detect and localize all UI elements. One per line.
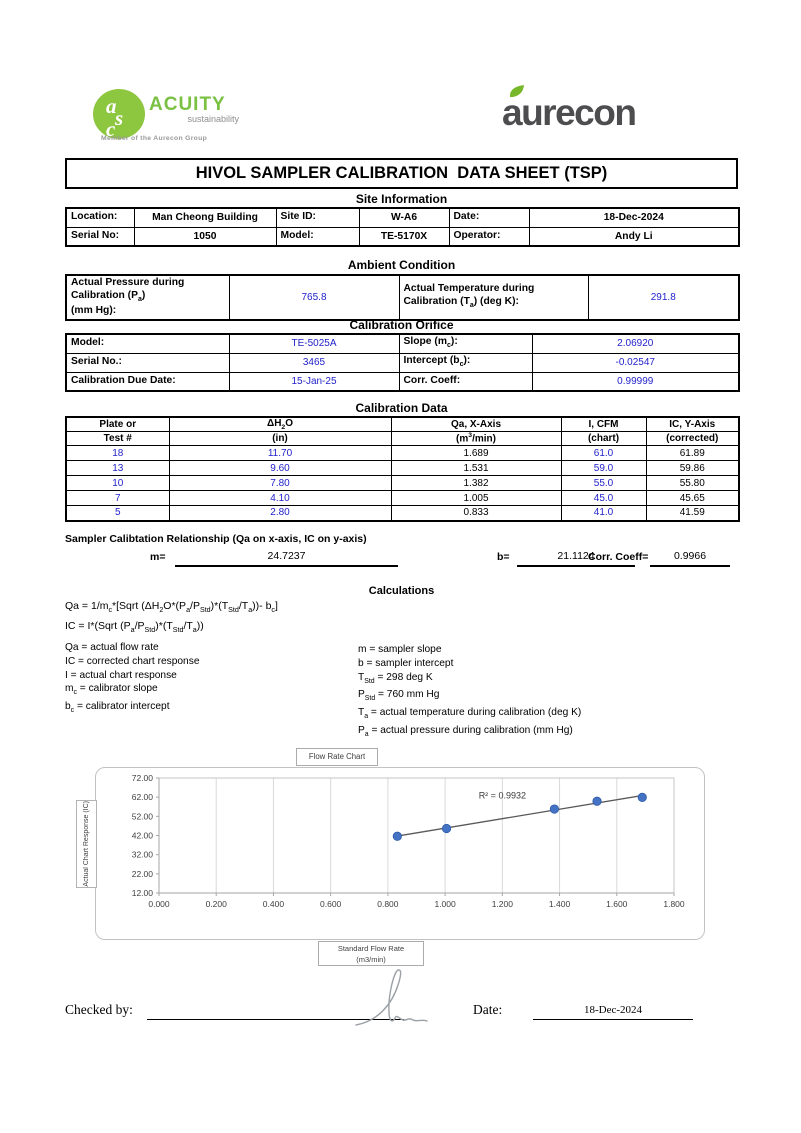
table-row bbox=[66, 334, 739, 353]
relationship-heading: Sampler Calibtation Relationship (Qa on x-axis, IC on y-axis) bbox=[65, 533, 367, 545]
due-date-value: 15-Jan-25 bbox=[229, 372, 399, 391]
acuity-wordmark: ACUITY bbox=[149, 94, 226, 115]
calibration-orifice-table bbox=[65, 333, 740, 392]
location-value: Man Cheong Building bbox=[134, 208, 276, 227]
column-header-unit: (chart) bbox=[561, 432, 646, 446]
acuity-logo bbox=[93, 86, 253, 146]
calibration-data-cell: 55.0 bbox=[561, 476, 646, 491]
orifice-serial-value: 3465 bbox=[229, 353, 399, 372]
y-tick-label: 42.00 bbox=[131, 830, 153, 841]
formula-ic: IC = I*(Sqrt $(P_a/P_{Std})*(T_{Std}/T_a)$) bbox=[65, 619, 204, 634]
definition-line: $m_c$ = calibrator slope bbox=[65, 683, 158, 697]
trendline bbox=[397, 795, 642, 836]
calibration-data-cell: 41.0 bbox=[561, 506, 646, 521]
calibration-data-cell: 10 bbox=[66, 476, 169, 491]
column-header-unit: $(m^3/\min)$ bbox=[391, 432, 561, 446]
document-title: HIVOL SAMPLER CALIBRATION DATA SHEET (TSP) bbox=[65, 158, 738, 189]
definition-line: IC = corrected chart response bbox=[65, 655, 200, 667]
svg-text:c: c bbox=[106, 117, 116, 140]
calibration-data-cell: 2.80 bbox=[169, 506, 391, 521]
model-label: Model: bbox=[276, 227, 359, 246]
y-tick-label: 62.00 bbox=[131, 792, 153, 803]
table-row bbox=[66, 372, 739, 391]
calibration-data-heading: Calibration Data bbox=[355, 401, 448, 415]
calibration-data-cell: 45.65 bbox=[646, 491, 739, 506]
y-tick-label: 22.00 bbox=[131, 868, 153, 879]
date-label: Date: bbox=[449, 208, 529, 227]
pressure-value: 765.8 bbox=[229, 275, 399, 320]
definition-line: $P_{Std} = 760$ mm Hg bbox=[358, 689, 440, 703]
x-tick-label: 0.400 bbox=[262, 899, 285, 909]
data-point bbox=[442, 824, 450, 832]
column-header-unit: (in) bbox=[169, 432, 391, 446]
operator-value: Andy Li bbox=[529, 227, 739, 246]
formula-qa: $Qa = 1/m_c*[Sqrt$ $(\Delta H_2O*(P_a/P_{Std})*(T_{Std}/T_a))-$ $b_c$] bbox=[65, 600, 278, 615]
x-tick-label: 1.200 bbox=[491, 899, 513, 909]
acuity-member-line: Member of the Aurecon Group bbox=[101, 135, 208, 142]
definitions-left bbox=[65, 641, 199, 718]
calibration-data-cell: 45.0 bbox=[561, 491, 646, 506]
corr-coeff-value: 0.99999 bbox=[532, 372, 739, 391]
due-date-label: Calibration Due Date: bbox=[66, 372, 229, 391]
corr-coeff-label: Corr. Coeff: bbox=[399, 372, 532, 391]
svg-text:s: s bbox=[115, 106, 124, 130]
calibration-data-cell: 59.0 bbox=[561, 461, 646, 476]
calibration-orifice-heading: Calibration Orifice bbox=[349, 318, 454, 332]
pressure-label: Actual Pressure during Calibration $(P_a)$ (mm Hg): bbox=[66, 275, 229, 320]
table-row bbox=[66, 208, 739, 227]
calibration-data-cell: 7.80 bbox=[169, 476, 391, 491]
calibration-data-cell: 7 bbox=[66, 491, 169, 506]
relationship-corr-value: 0.9966 bbox=[650, 550, 730, 567]
date-value: 18-Dec-2024 bbox=[529, 208, 739, 227]
calibration-data-cell: 61.89 bbox=[646, 446, 739, 461]
definitions-right bbox=[358, 643, 581, 742]
chart-y-axis-label: Actual Chart Response (IC) bbox=[76, 800, 97, 888]
plot-border bbox=[159, 778, 674, 893]
definition-line: m = sampler slope bbox=[358, 644, 442, 655]
header-row bbox=[66, 417, 739, 432]
acuity-tagline: sustainability bbox=[187, 114, 239, 124]
calculations-heading: Calculations bbox=[368, 585, 435, 597]
table-row bbox=[66, 275, 739, 320]
slope-label: Slope $(m_c)$: bbox=[399, 334, 532, 353]
checked-by-label: Checked by: bbox=[65, 1002, 133, 1017]
footer-date-label: Date: bbox=[473, 1002, 503, 1017]
x-tick-label: 0.000 bbox=[148, 899, 170, 909]
column-header-unit: (corrected) bbox=[646, 432, 739, 446]
definition-line: b = sampler intercept bbox=[358, 657, 454, 669]
site-id-label: Site ID: bbox=[276, 208, 359, 227]
calibration-data-cell: 13 bbox=[66, 461, 169, 476]
column-header: I, CFM bbox=[561, 417, 646, 432]
serial-no-label: Serial No: bbox=[66, 227, 134, 246]
calibration-data-row bbox=[66, 491, 739, 506]
definition-line: $T_{Std} = 298$ deg K bbox=[358, 671, 433, 685]
orifice-model-value: TE-5025A bbox=[229, 334, 399, 353]
calibration-data-cell: 18 bbox=[66, 446, 169, 461]
calibration-data-row bbox=[66, 461, 739, 476]
ambient-condition-heading: Ambient Condition bbox=[347, 258, 456, 272]
data-point bbox=[593, 797, 601, 805]
table-row bbox=[66, 227, 739, 246]
definition-line: $b_c$ = calibrator intercept bbox=[65, 701, 170, 715]
svg-text:a: a bbox=[106, 94, 117, 118]
operator-label: Operator: bbox=[449, 227, 529, 246]
calibration-data-row bbox=[66, 446, 739, 461]
orifice-model-label: Model: bbox=[66, 334, 229, 353]
data-point bbox=[393, 832, 401, 840]
calibration-data-cell: 55.80 bbox=[646, 476, 739, 491]
m-value: 24.7237 bbox=[175, 550, 398, 567]
column-header-unit: Test # bbox=[66, 432, 169, 446]
header-row bbox=[66, 432, 739, 446]
calibration-data-cell: 5 bbox=[66, 506, 169, 521]
y-tick-label: 32.00 bbox=[131, 849, 153, 860]
aurecon-wordmark: aurecon bbox=[502, 92, 636, 133]
calibration-data-cell: 1.005 bbox=[391, 491, 561, 506]
orifice-serial-label: Serial No.: bbox=[66, 353, 229, 372]
footer-date-value: 18-Dec-2024 bbox=[583, 1004, 643, 1016]
x-axis-label-line1: Standard Flow Rate bbox=[337, 944, 405, 953]
site-id-value: W-A6 bbox=[359, 208, 449, 227]
site-information-table bbox=[65, 207, 740, 247]
x-tick-label: 0.200 bbox=[205, 899, 227, 909]
site-information-heading: Site Information bbox=[355, 192, 448, 206]
x-tick-label: 1.600 bbox=[606, 899, 628, 909]
intercept-label: Intercept $(b_c)$: bbox=[399, 353, 532, 372]
calibration-data-cell: 11.70 bbox=[169, 446, 391, 461]
calibration-data-row bbox=[66, 506, 739, 521]
r-squared-label: R² = 0.9932 bbox=[478, 790, 526, 801]
slope-value: 2.06920 bbox=[532, 334, 739, 353]
calibration-data-cell: 59.86 bbox=[646, 461, 739, 476]
table-row bbox=[66, 353, 739, 372]
x-tick-label: 0.600 bbox=[320, 899, 342, 909]
chart-x-axis-label bbox=[318, 941, 424, 966]
column-header: Qa, X-Axis bbox=[391, 417, 561, 432]
x-axis-label-line2: (m3/min) bbox=[356, 955, 386, 964]
intercept-value: -0.02547 bbox=[532, 353, 739, 372]
column-header: $\Delta H_2O$ bbox=[169, 417, 391, 432]
x-tick-label: 1.800 bbox=[663, 899, 685, 909]
chart-title: Flow Rate Chart bbox=[296, 748, 378, 766]
data-point bbox=[550, 805, 558, 813]
definition-line: Qa = actual flow rate bbox=[65, 642, 159, 653]
x-tick-label: 0.800 bbox=[377, 899, 399, 909]
m-label: m= bbox=[150, 551, 166, 563]
relationship-corr-label: Corr. Coeff= bbox=[588, 551, 649, 563]
temperature-label: Actual Temperature during Calibration $(T_a)$ (deg K): bbox=[399, 275, 588, 320]
column-header: Plate or bbox=[66, 417, 169, 432]
acuity-monogram-icon bbox=[93, 88, 145, 140]
column-header: IC, Y-Axis bbox=[646, 417, 739, 432]
flow-rate-chart bbox=[95, 767, 705, 940]
definition-line: I = actual chart response bbox=[65, 669, 177, 681]
flow-rate-chart-plot bbox=[96, 768, 706, 941]
signature bbox=[350, 968, 465, 1028]
calculation-formulas bbox=[65, 599, 278, 638]
calibration-data-cell: 9.60 bbox=[169, 461, 391, 476]
serial-no-value: 1050 bbox=[134, 227, 276, 246]
aurecon-logo bbox=[502, 86, 682, 142]
x-tick-label: 1.400 bbox=[548, 899, 571, 909]
b-value: 21.1124 bbox=[517, 550, 635, 567]
temperature-value: 291.8 bbox=[588, 275, 739, 320]
calibration-data-cell: 1.531 bbox=[391, 461, 561, 476]
definition-line: $T_a$ = actual temperature during calibration (deg K) bbox=[358, 707, 582, 721]
definition-line: $P_a$ = actual pressure during calibration (mm Hg) bbox=[358, 725, 573, 739]
y-tick-label: 72.00 bbox=[131, 773, 153, 783]
calibration-data-cell: 1.689 bbox=[391, 446, 561, 461]
calibration-data-table bbox=[65, 416, 740, 522]
location-label: Location: bbox=[66, 208, 134, 227]
y-tick-label: 12.00 bbox=[131, 888, 153, 898]
model-value: TE-5170X bbox=[359, 227, 449, 246]
ambient-condition-table bbox=[65, 274, 740, 321]
b-label: b= bbox=[497, 551, 510, 563]
calibration-data-cell: 1.382 bbox=[391, 476, 561, 491]
calibration-data-row bbox=[66, 476, 739, 491]
calibration-data-cell: 61.0 bbox=[561, 446, 646, 461]
calibration-data-cell: 4.10 bbox=[169, 491, 391, 506]
calibration-data-cell: 0.833 bbox=[391, 506, 561, 521]
y-tick-label: 52.00 bbox=[131, 811, 153, 822]
data-point bbox=[638, 793, 646, 801]
calibration-data-cell: 41.59 bbox=[646, 506, 739, 521]
x-tick-label: 1.000 bbox=[434, 899, 456, 909]
